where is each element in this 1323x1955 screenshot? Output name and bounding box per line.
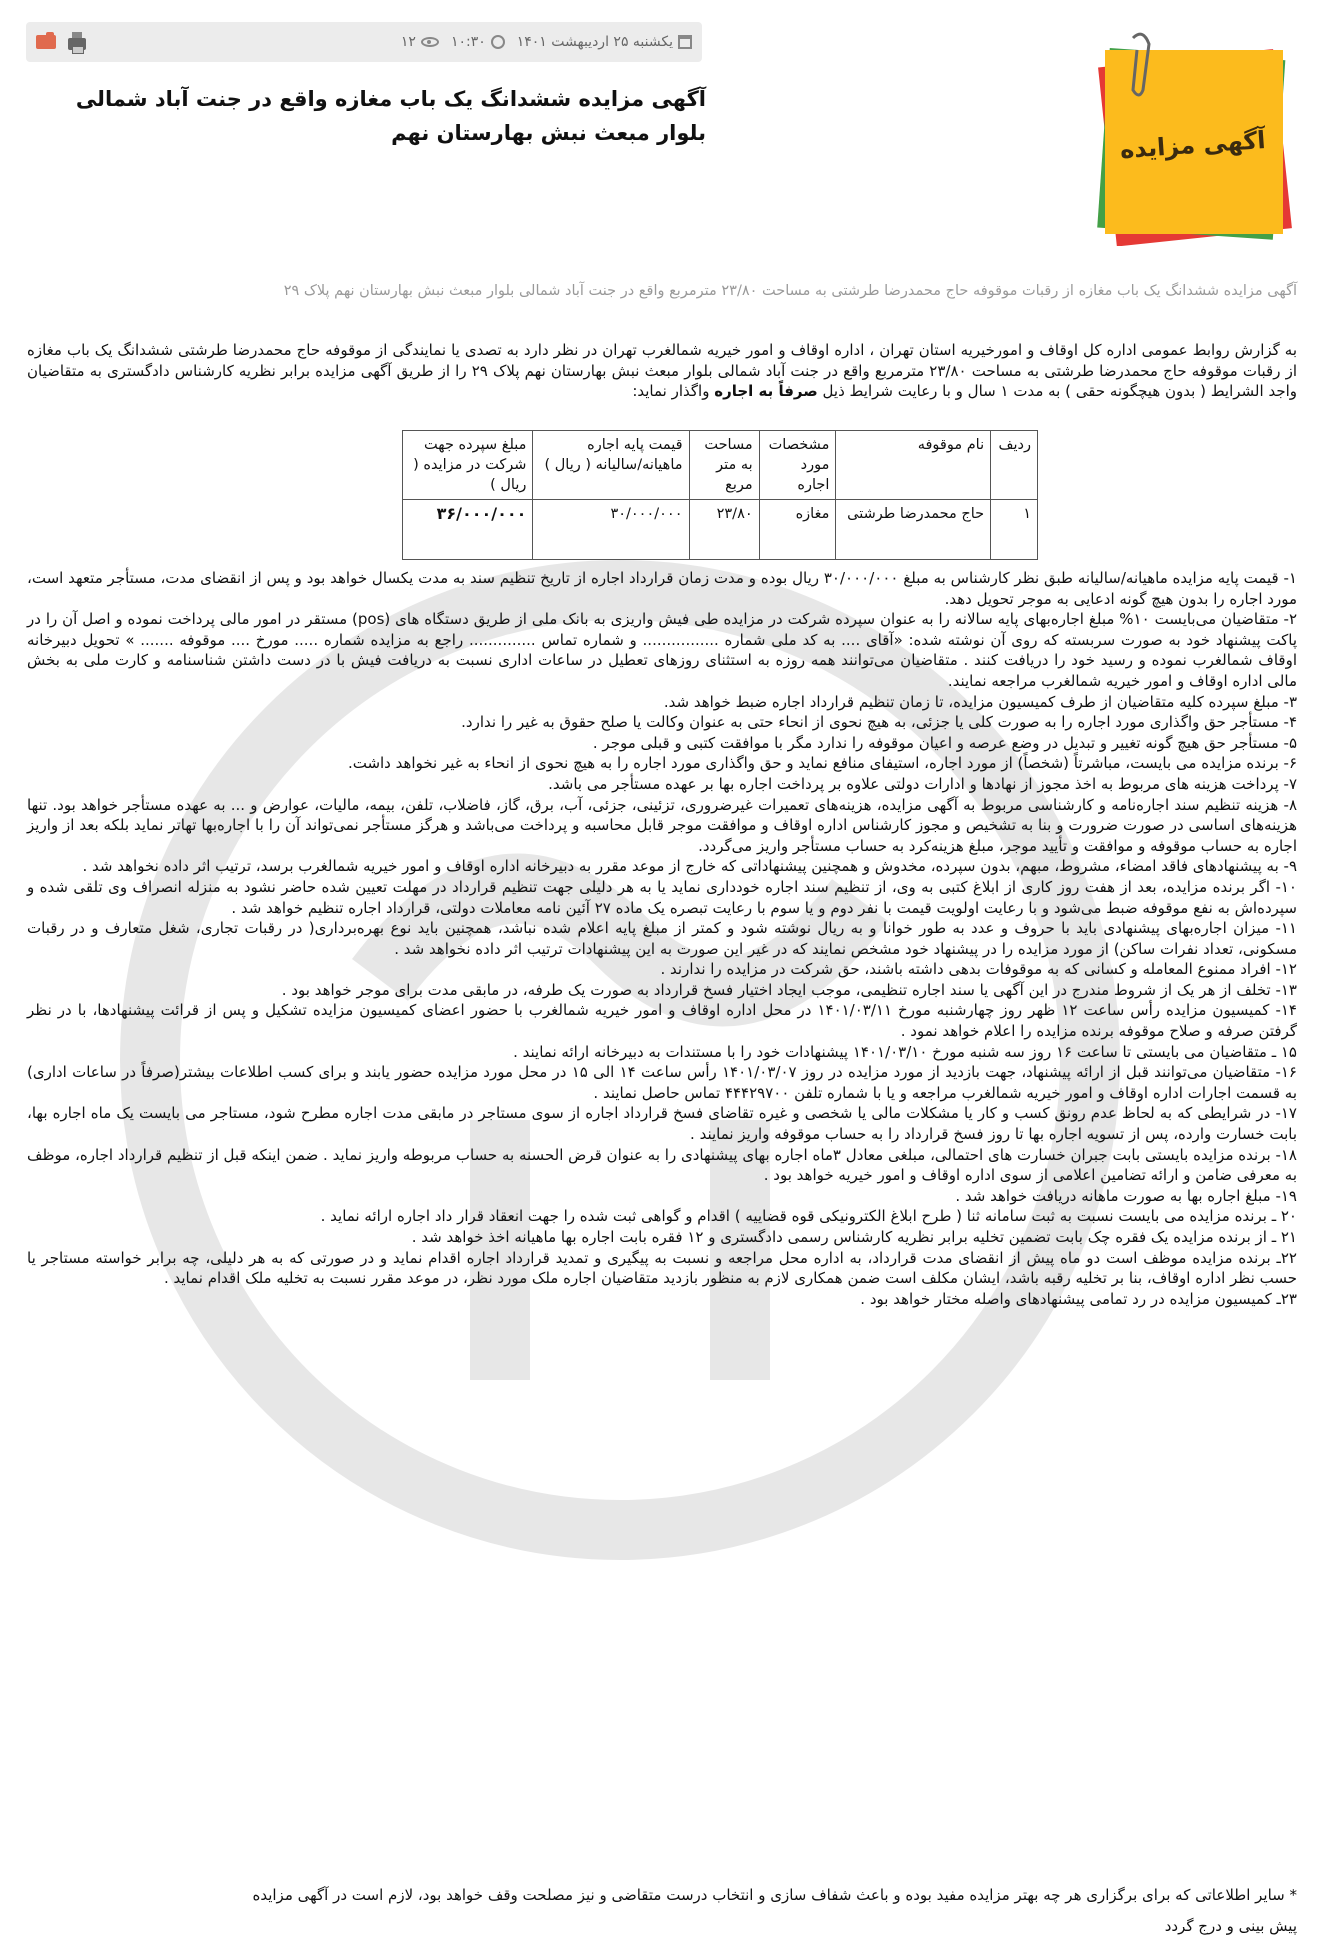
conditions-list xyxy=(27,568,1297,1309)
intro-bold: صرفاً به اجاره xyxy=(714,382,818,400)
list-item: ۵- مستأجر حق هیچ گونه تغییر و تبدیل در وضع عرصه و اعیان موقوفه را ندارد مگر با موافقت کتبی و قبلی موجر . xyxy=(592,733,1297,752)
list-item: ۹- به پیشنهادهای فاقد امضاء، مشروط، مبهم، بدون سپرده، مخدوش و همچنین پیشنهاداتی که خارج از موعد مقرر به دبیرخانه اداره اوقاف و امور خیریه شمالغرب برسد، ترتیب اثر داده نخواهد شد . xyxy=(82,857,1297,876)
th-price: قیمت پایه اجاره ماهیانه/سالیانه ( ریال ) xyxy=(533,431,689,500)
cell-price: ۳۰/۰۰۰/۰۰۰ xyxy=(533,500,689,560)
list-item: ۱۸- برنده مزایده بایستی بابت جبران خسارت های احتمالی، مبلغی معادل ۳ماه اجاره بهای پیشنهادی را به عنوان قرض الحسنه به حساب مربوطه واریز نماید . ضمن اینکه قبل از تنظیم قرارداد اجاره، موظف به معرفی ضامن و ارائه تضامین اعلامی از سوی اداره اوقاف و امور خیریه خواهد بود . xyxy=(27,1145,1297,1185)
list-item: ۲۰ ـ برنده مزایده می بایست نسبت به ثبت سامانه ثنا ( طرح ابلاغ الکترونیکی قوه قضاییه ) اقدام و گواهی ثبت شده را جهت انعقاد قرار داد اجاره ارائه نماید . xyxy=(320,1207,1297,1226)
list-item: ۱۵ ـ متقاضیان می بایستی تا ساعت ۱۶ روز سه شنبه مورخ ۱۴۰۱/۰۳/۱۰ پیشنهادات خود را با مستندات به دبیرخانه ارائه نمایند . xyxy=(513,1042,1297,1061)
list-item: ۱۴- کمیسیون مزایده رأس ساعت ۱۲ ظهر روز چهارشنبه مورخ ۱۴۰۱/۰۳/۱۱ در محل اداره اوقاف و امور خیریه شمالغرب با حضور اعضای کمیسیون مزایده تشکیل و پس از قرائت پیشنهادها، با در نظر گرفتن صرفه و صلاح موقوفه برنده مزایده را اعلام خواهد نمود . xyxy=(27,1001,1297,1041)
eye-icon xyxy=(421,37,439,47)
intro-paragraph xyxy=(27,340,1297,402)
cell-name: حاج محمدرضا طرشتی xyxy=(836,500,991,560)
list-item: ۲۱ ـ از برنده مزایده یک فقره چک بابت تضمین تخلیه برابر نظریه کارشناس رسمی دادگستری و ۱۲ فقره بابت اجاره بها ماهیانه اخذ خواهد شد . xyxy=(411,1228,1297,1246)
list-item: ۱۹- مبلغ اجاره بها به صورت ماهانه دریافت خواهد شد . xyxy=(955,1186,1297,1205)
th-spec: مشخصات مورد اجاره xyxy=(759,431,836,500)
closing-note: * سایر اطلاعاتی که برای برگزاری هر چه بهتر مزایده مفید بوده و باعث شفاف سازی و انتخاب درست متقاضی و نیز مصلحت وقف خواهد بود، لازم است در آگهی مزایده xyxy=(252,1886,1297,1904)
time-text: ۱۰:۳۰ xyxy=(450,34,486,50)
list-item: ۲۳ـ کمیسیون مزایده در رد تمامی پیشنهادهای واصله مختار خواهد بود . xyxy=(860,1289,1297,1308)
list-item: ۱۱- میزان اجاره‌بهای پیشنهادی باید با حروف و عدد به طور خوانا و به ریال نوشته شود و کمتر از مبلغ پایه اعلام شده نباشد، همچنین باید نوع بهره‌برداری( در رقبات تجاری، شغل متعارف و در رقبات مسکونی، تعداد نفرات ساکن) از مورد مزایده را در پیشنهاد خود مشخص نمایند که در غیر این صورت به این پیشنهادات ترتیب اثر داده نخواهد شد . xyxy=(27,919,1297,958)
cell-deposit: ۳۶/۰۰۰/۰۰۰ xyxy=(403,500,533,560)
meta-date xyxy=(517,34,692,50)
calendar-icon xyxy=(678,35,692,49)
list-item: ۱۶- متقاضیان می‌توانند قبل از ارائه پیشنهاد، جهت بازدید از مورد مزایده در روز ۱۴۰۱/۰۳/۰۷ رأس ساعت ۱۴ الی ۱۵ در محل مورد مزایده حضور یابند و برای کسب اطلاعات بیشتر(صرفاً در ساعات اداری) به قسمت اجارات اداره اوقاف و امور خیریه شمالغرب مراجعه و یا با شماره تلفن ۴۴۴۲۹۷۰۰ تماس حاصل نمایند . xyxy=(27,1063,1297,1102)
list-item: ۱- قیمت پایه مزایده ماهیانه/سالیانه طبق نظر کارشناس به مبلغ ۳۰/۰۰۰/۰۰۰ ریال بوده و مدت زمان قرارداد اجاره از تاریخ تنظیم سند به مدت یکسال خواهد بود و پس از انقضای مدت، مستأجر متعهد است، مورد اجاره را بدون هیچ گونه ادعایی به موجر تحویل دهد. xyxy=(27,569,1297,608)
meta-time xyxy=(451,34,505,50)
views-text: ۱۲ xyxy=(400,34,416,50)
th-area: مساحت به متر مربع xyxy=(689,431,759,500)
list-item: ۱۳- تخلف از هر یک از شروط مندرج در این آگهی یا سند اجاره تنظیمی، موجب ایجاد اختیار فسخ قرارداد به صورت یک طرفه، در مابقی مدت برای موجر خواهد بود . xyxy=(281,980,1297,999)
th-name: نام موقوفه xyxy=(836,431,991,500)
cell-row: ۱ xyxy=(991,500,1038,560)
meta-bar xyxy=(26,22,702,62)
summary-lead: آگهی مزایده ششدانگ یک باب مغازه از رقبات موقوفه حاج محمدرضا طرشتی به مساحت ۲۳/۸۰ مترمربع واقع در جنت آباد شمالی بلوار مبعث نبش بهارستان نهم پلاک ۲۹ xyxy=(283,283,1297,299)
list-item: ۲۲ـ برنده مزایده موظف است دو ماه پیش از انقضای مدت قرارداد، به اداره محل مراجعه و نسبت به پیگیری و تمدید قرارداد اجاره اقدام نماید و در صورتی که به هر دلیلی، چه برابر خواسته مستاجر یا حسب نظر اداره اوقاف، بنا بر تخلیه رقبه باشد، ایشان مکلف است ضمن همکاری لازم به منظور بازدید متقاضیان اجاره ملک مورد نظر، در موعد مقرر نسبت به تخلیه ملک اقدام نماید . xyxy=(27,1248,1297,1288)
page-title: آگهی مزایده ششدانگ یک باب مغازه واقع در جنت آباد شمالی بلوار مبعث نبش بهارستان نهم xyxy=(75,87,706,145)
notepad-label: آگهی مزایده xyxy=(1119,125,1267,165)
list-item: ۱۲- افراد ممنوع المعامله و کسانی که به موقوفات بدهی داشته باشند، حق شرکت در مزایده را ندارند . xyxy=(660,960,1297,979)
meta-actions xyxy=(36,34,86,50)
meta-info xyxy=(401,34,692,50)
list-item: ۴- مستأجر حق واگذاری مورد اجاره را به صورت کلی یا جزئی، به هیچ نحوی از انحاء حتی به عنوان وکالت یا صلح حقوق به غیر را ندارد. xyxy=(461,713,1297,732)
th-deposit: مبلغ سپرده جهت شرکت در مزایده ( ریال ) xyxy=(403,431,533,500)
cell-spec: مغازه xyxy=(759,500,836,560)
closing-note-end: پیش بینی و درج گردد xyxy=(1164,1917,1297,1935)
list-item: ۱۰- اگر برنده مزایده، بعد از هفت روز کاری از ابلاغ کتبی به وی، از تنظیم سند اجاره خودداری نماید یا به هر دلیلی جهت تنظیم قرارداد در مهلت تعیین شده حاضر نشود به منزله انصراف وی تلقی شده و سپرده‌اش به نفع موقوفه ضبط می‌شود و با رعایت اولویت قیمت با نفر دوم و یا سوم با رعایت تبصره یک ماده ۲۷ آئین نامه معاملات دولتی، قرارداد اجاره تنظیم خواهد شد . xyxy=(27,877,1297,917)
list-item: ۸- هزینه تنظیم سند اجاره‌نامه و کارشناسی مربوط به آگهی مزایده، هزینه‌های تعمیرات غیرضروری، تزئینی، جزئی، آب، برق، گاز، فاضلاب، تلفن، بیمه، مالیات، عوارض و ... به عهده مستأجر خواهد بود. تنها هزینه‌های اساسی در صورت ضرورت و بنا به تشخیص و مجوز کارشناس اداره اوقاف و موافقت موجر قابل محاسبه و پرداخت می‌باشد و هرگز مستأجر نمی‌تواند آن را با اجاره‌بها تهاتر نماید بلکه بعد از واریز اجاره به حساب موقوفه و موافقت و تأیید موجر، مبلغ هزینه‌کرد به حساب مستأجر واریز می‌گردد. xyxy=(27,795,1297,855)
cell-area: ۲۳/۸۰ xyxy=(689,500,759,560)
table-row xyxy=(403,500,1038,560)
list-item: ۲- متقاضیان می‌بایست ۱۰% مبلغ اجاره‌بهای پایه سالانه را به عنوان سپرده شرکت در مزایده طی فیش واریزی به بانک ملی از طریق دستگاه های (pos) مستقر در امور مالی پرداخت نموده و اصل آن را در پاکت پیشنهاد خود به صورت سربسته که روی آن نوشته شده: «آقای .... به کد ملی شماره ................ و شماره تماس .............. راجع به مزایده شماره ..... مورخ .... موقوفه ....... » تحویل دبیرخانه اوقاف شمالغرب نموده و رسید خود را دریافت کنند . متقاضیان می‌توانند همه روزه به استثنای روزهای تعطیل در ساعات اداری نسبت به دریافت فیش با در دست داشتن شناسنامه و کارت ملی به بخش مالی اداره اوقاف و امور خیریه شمالغرب مراجعه نمایند. xyxy=(27,610,1298,690)
list-item: ۱۷- در شرایطی که به لحاظ عدم رونق کسب و کار یا مشکلات مالی یا شخصی و غیره تقاضای فسخ قرارداد اجاره از سوی مستاجر در مابقی مدت اجاره مطرح شود، مستاجر می بایست یک ماه اجاره بها، بابت خسارت وارده، پس از تسویه اجاره بها تا روز فسخ قرارداد را به حساب موقوفه واریز نمایند . xyxy=(27,1104,1297,1144)
list-item: ۶- برنده مزایده می بایست، مباشرتاً (شخصاً) از مورد اجاره، استیفای منافع نماید و حق واگذاری مورد اجاره را به هیچ نحوی از انحاء به غیر نخواهد داشت. xyxy=(347,754,1297,773)
folder-icon[interactable] xyxy=(36,35,56,49)
intro-text: به گزارش روابط عمومی اداره کل اوقاف و امورخیریه استان تهران ، اداره اوقاف و امور خیریه شمالغرب تهران در نظر دارد به تصدی یا نمایندگی از موقوفه حاج محمدرضا طرشتی ششدانگ یک باب مغازه از رقبات موقوفه حاج محمدرضا طرشتی به مساحت ۲۳/۸۰ مترمربع واقع در جنت آباد شمالی بلوار مبعث نبش بهارستان نهم پلاک ۲۹ را از طریق آگهی مزایده برابر نظریه کارشناس دادگستری به متقاضیان واجد الشرایط ( بدون هیچگونه حقی ) به مدت ۱ سال و با رعایت شرایط ذیل xyxy=(27,341,1297,400)
auction-table xyxy=(402,430,1038,560)
print-icon[interactable] xyxy=(68,38,86,50)
auction-notepad-illustration xyxy=(1093,28,1295,246)
date-text: یکشنبه ۲۵ اردیبهشت ۱۴۰۱ xyxy=(516,34,673,50)
meta-views xyxy=(401,34,439,50)
list-item: ۷- پرداخت هزینه های مربوط به اخذ مجوز از نهادها و ادارات دولتی علاوه بر پرداخت اجاره بها بر عهده مستأجر می باشد. xyxy=(548,774,1297,793)
th-row: ردیف xyxy=(991,431,1038,500)
list-item: ۳- مبلغ سپرده کلیه متقاضیان از طرف کمیسیون مزایده، تا زمان تنظیم قرارداد اجاره ضبط خواهد شد. xyxy=(663,692,1297,711)
intro-end: واگذار نماید: xyxy=(632,382,710,400)
table-header-row xyxy=(403,431,1038,500)
clock-icon xyxy=(491,35,505,49)
